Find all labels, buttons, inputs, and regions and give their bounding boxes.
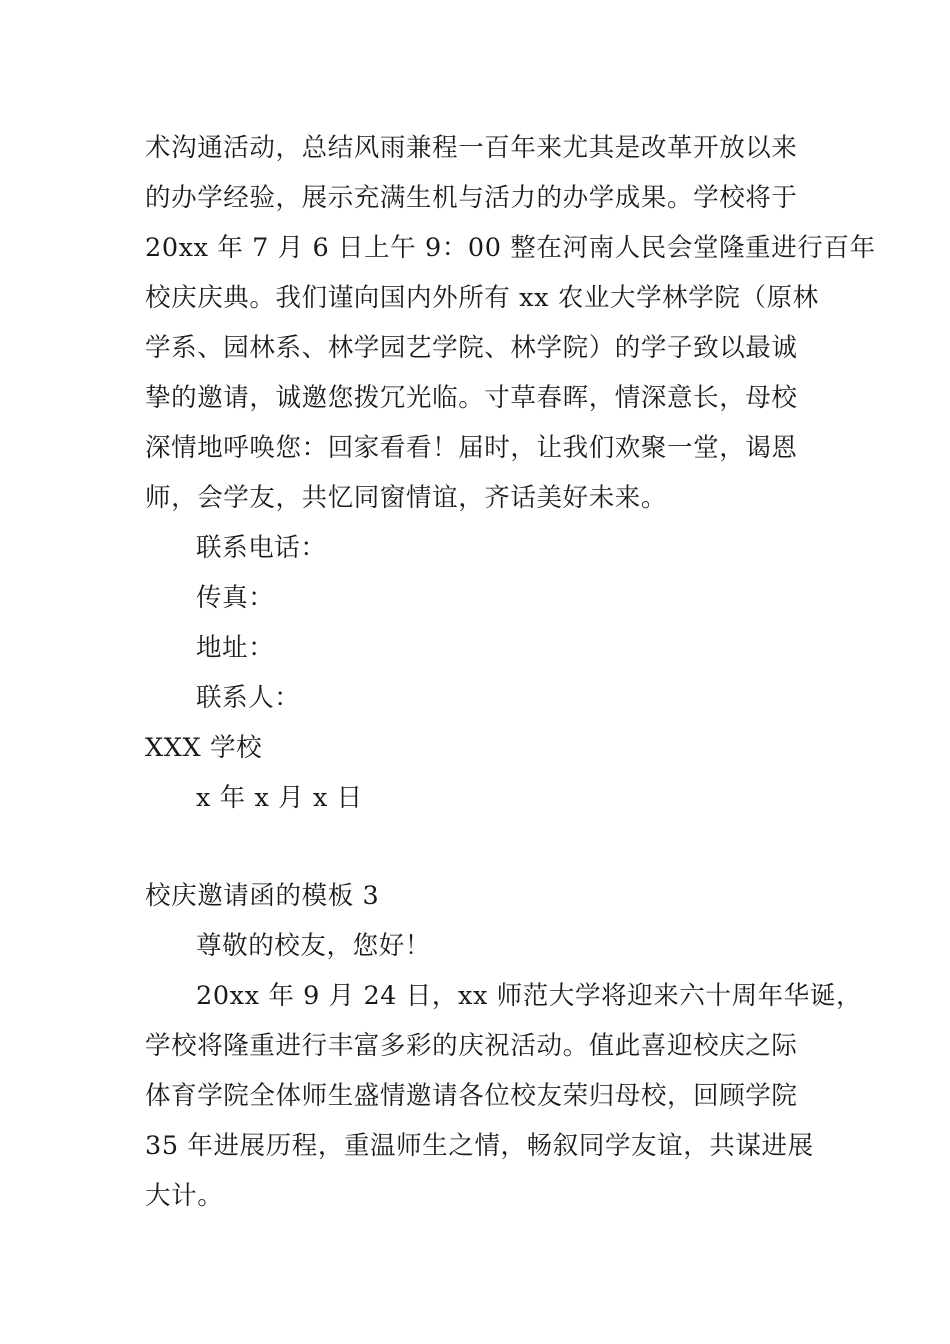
contact-phone-label: 联系电话： [196, 533, 327, 563]
paragraph-line: 挚的邀请，诚邀您拨冗光临。寸草春晖，情深意长，母校 [145, 383, 798, 413]
paragraph-line: 校庆庆典。我们谨向国内外所有 xx 农业大学林学院（原林 [145, 283, 819, 313]
paragraph-line: 术沟通活动，总结风雨兼程一百年来尤其是改革开放以来 [145, 133, 798, 163]
paragraph-line: 学系、园林系、林学园艺学院、林学院）的学子致以最诚 [145, 333, 798, 363]
paragraph-line: 师，会学友，共忆同窗情谊，齐话美好未来。 [145, 483, 668, 513]
paragraph-line: 20xx 年 9 月 24 日，xx 师范大学将迎来六十周年华诞， [196, 981, 863, 1011]
paragraph-line: 20xx 年 7 月 6 日上午 9：00 整在河南人民会堂隆重进行百年 [145, 233, 876, 263]
signature-date: x 年 x 月 x 日 [196, 783, 363, 813]
contact-person-label: 联系人： [196, 683, 301, 713]
paragraph-line: 35 年进展历程，重温师生之情，畅叙同学友谊，共谋进展 [145, 1131, 814, 1161]
contact-address-label: 地址： [196, 633, 275, 663]
paragraph-line: 的办学经验，展示充满生机与活力的办学成果。学校将于 [145, 183, 798, 213]
contact-fax-label: 传真： [196, 583, 275, 613]
paragraph-line: 体育学院全体师生盛情邀请各位校友荣归母校，回顾学院 [145, 1081, 798, 1111]
greeting: 尊敬的校友，您好！ [196, 931, 431, 961]
section-title: 校庆邀请函的模板 3 [145, 881, 380, 911]
paragraph-line: 大计。 [145, 1181, 224, 1211]
paragraph-line: 深情地呼唤您：回家看看！届时，让我们欢聚一堂，谒恩 [145, 433, 798, 463]
paragraph-line: 学校将隆重进行丰富多彩的庆祝活动。值此喜迎校庆之际 [145, 1031, 798, 1061]
signature-school: XXX 学校 [145, 733, 263, 763]
